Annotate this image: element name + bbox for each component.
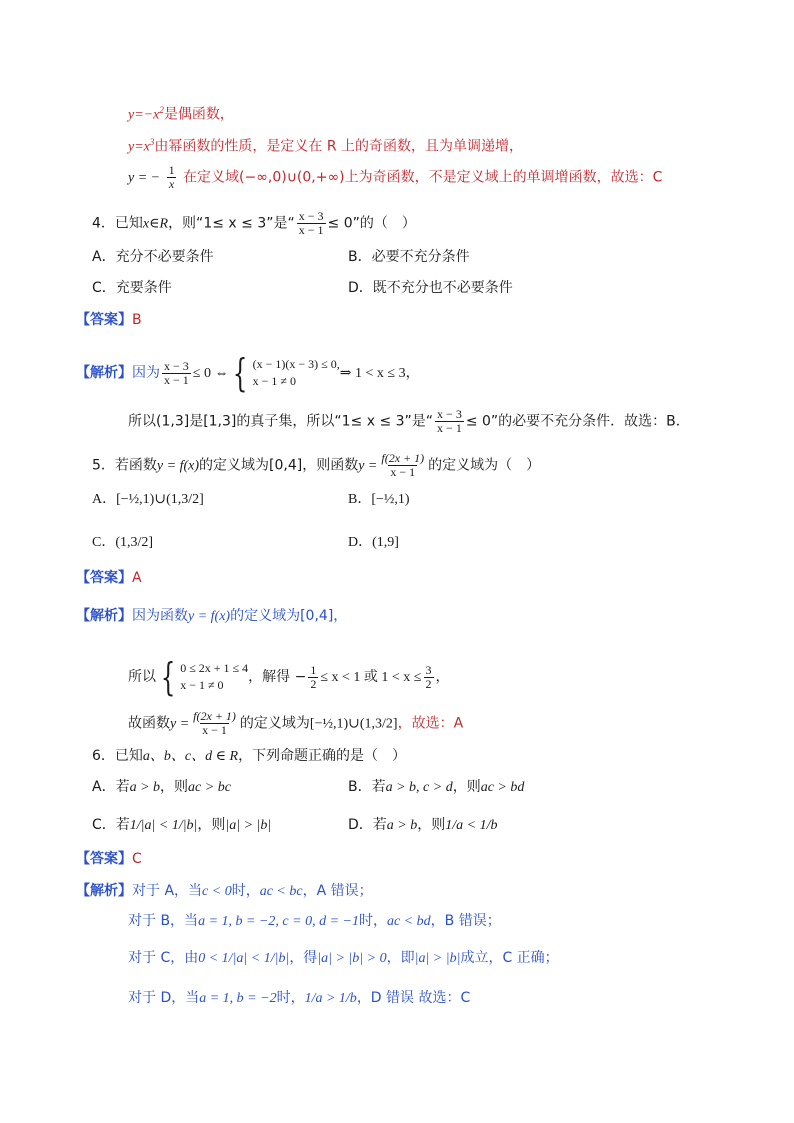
numerator: x − 3 xyxy=(164,358,189,373)
math-cond: x∈R xyxy=(142,216,169,232)
option-label: C．若 xyxy=(92,817,130,833)
option-value: (1,9] xyxy=(372,535,399,550)
text: 所以 xyxy=(128,669,156,685)
stem-prefix: 4．已知 xyxy=(92,215,143,232)
system-row-2: x − 1 ≠ 0 xyxy=(252,374,297,388)
math: ac < bd xyxy=(386,914,431,929)
q5-solution-1 xyxy=(76,606,347,627)
numerator: 1 xyxy=(310,662,317,677)
math: y = xyxy=(358,458,378,474)
solution-label: 【解析】 xyxy=(76,883,132,899)
fraction xyxy=(308,664,318,691)
option-label: A． xyxy=(92,492,117,507)
math: 0 < 1/|a| < 1/|b| xyxy=(198,951,290,966)
exponent: 2 xyxy=(159,105,164,115)
stem-prefix: 6．已知 xyxy=(92,748,143,764)
text: 对于 D，当 xyxy=(128,990,200,1006)
q4-answer xyxy=(76,310,142,330)
numerator: x − 3 xyxy=(298,209,324,223)
text: 是偶函数， xyxy=(163,106,234,123)
fraction xyxy=(379,452,426,479)
q6-solution-4 xyxy=(128,988,470,1009)
q5-solution-3 xyxy=(128,710,463,737)
text: 对于 A，当 xyxy=(132,883,203,899)
math-expr: y=x xyxy=(128,139,150,155)
math: 1/a < 1/b xyxy=(445,818,498,833)
text: ，B 错误； xyxy=(430,913,501,929)
system-row-1: 0 ≤ 2x + 1 ≤ 4 xyxy=(180,661,249,675)
math-expr: y=−x xyxy=(128,107,160,123)
answer-label: 【答案】 xyxy=(76,851,132,867)
text: ，则 xyxy=(160,779,189,795)
q5-option-b[interactable] xyxy=(348,490,410,510)
q4-option-b[interactable]: B．必要不充分条件 xyxy=(348,249,470,265)
q5-option-d[interactable] xyxy=(348,533,399,553)
answer-value: C xyxy=(132,851,142,867)
solution-line-reciprocal xyxy=(128,164,662,191)
numerator: 1 xyxy=(168,163,175,177)
left-brace: { xyxy=(160,655,176,699)
stem-prefix: 5．若函数 xyxy=(92,457,157,474)
text: 对于 C，由 xyxy=(128,950,199,966)
fraction xyxy=(435,408,464,435)
math: ≤ x < 1 或 1 < x ≤ xyxy=(320,670,422,685)
math: a > b xyxy=(129,780,161,795)
q4-option-c[interactable]: C．充要条件 xyxy=(92,280,172,296)
math: a > b xyxy=(386,818,418,833)
q5-option-c[interactable] xyxy=(92,533,153,553)
solution-label: 【解析】 xyxy=(76,608,132,624)
answer-label: 【答案】 xyxy=(76,312,132,328)
option-label: A．若 xyxy=(92,779,130,795)
q6-option-c[interactable] xyxy=(92,815,271,836)
stem-mid: 的定义域为[0,4]，则函数 xyxy=(199,457,359,474)
solution-line-odd xyxy=(128,132,523,158)
text: ，D 错误 故选：C xyxy=(356,990,471,1006)
denominator: x − 1 xyxy=(390,465,416,479)
text: ≤ 0”的必要不充分条件．故选：B． xyxy=(465,413,690,430)
numerator: f(2x + 1) xyxy=(381,451,425,465)
numerator: x − 3 xyxy=(437,407,462,421)
text: ，解得 − xyxy=(248,669,307,685)
text: 成立，C 正确； xyxy=(460,950,559,966)
option-value: [−½,1)∪(1,3/2] xyxy=(116,492,204,507)
q5-answer xyxy=(76,568,142,588)
text: ，则 xyxy=(417,817,446,833)
q5-option-a[interactable] xyxy=(92,490,204,510)
text: 由幂函数的性质，是定义在 R 上的奇函数，且为单调递增， xyxy=(154,138,524,155)
text: ，得 xyxy=(289,950,318,966)
answer-value: B xyxy=(132,312,142,328)
option-label: D． xyxy=(348,535,373,550)
math: y = f(x) xyxy=(156,458,200,474)
numerator: f(2x + 1) xyxy=(193,709,236,723)
denominator: 2 xyxy=(425,676,432,691)
stem-post: 的定义域为（ ） xyxy=(428,457,541,474)
q6-solution-2 xyxy=(128,911,501,932)
math-set: [−½,1)∪(1,3/2] xyxy=(309,716,398,732)
text: 的定义域为 xyxy=(239,715,310,732)
text: 时， xyxy=(358,913,387,929)
q4-solution-1 xyxy=(76,351,420,395)
text: ，A 错误； xyxy=(302,883,373,899)
q6-option-b[interactable] xyxy=(348,777,524,798)
text: 时， xyxy=(276,990,305,1006)
numerator: 3 xyxy=(425,662,432,677)
math: 1/|a| < 1/|b| xyxy=(129,818,198,833)
text: ，则 xyxy=(452,779,481,795)
question-4-stem xyxy=(92,210,416,237)
stem-post: ，下列命题正确的是（ ） xyxy=(238,748,407,764)
denominator: x − 1 xyxy=(164,372,189,387)
fraction xyxy=(162,360,191,387)
solution-label: 【解析】 xyxy=(76,365,132,381)
math: |a| > |b| xyxy=(225,818,272,833)
denominator: x − 1 xyxy=(202,723,227,737)
q4-option-d[interactable]: D．既不充分也不必要条件 xyxy=(348,280,513,296)
math: y = xyxy=(170,716,190,732)
math: a、b、c、d ∈ R xyxy=(142,749,239,764)
math: a > b, c > d xyxy=(385,780,453,795)
option-value: [−½,1) xyxy=(371,492,410,507)
q6-solution-3 xyxy=(128,948,559,969)
text: ，即 xyxy=(386,950,415,966)
fraction xyxy=(297,210,326,237)
math: |a| > |b| > 0 xyxy=(317,951,387,966)
text: ，故选：A xyxy=(397,715,464,732)
math: 1/a > 1/b xyxy=(304,991,357,1006)
option-label: B． xyxy=(348,492,372,507)
math: ac > bd xyxy=(480,780,525,795)
math: c < 0 xyxy=(202,884,232,899)
system-row-2: x − 1 ≠ 0 xyxy=(180,678,224,692)
math: ac < bc xyxy=(259,884,303,899)
text: 所以(1,3]是[1,3]的真子集，所以“1≤ x ≤ 3”是“ xyxy=(128,413,434,430)
q4-option-a[interactable]: A．充分不必要条件 xyxy=(92,249,214,265)
option-label: B．若 xyxy=(348,779,386,795)
question-5-stem xyxy=(92,452,540,479)
answer-value: A xyxy=(132,570,142,586)
answer-label: 【答案】 xyxy=(76,570,132,586)
solution-line-even xyxy=(128,100,234,126)
fraction xyxy=(191,710,238,737)
math: |a| > |b| xyxy=(414,951,461,966)
question-6-stem xyxy=(92,746,406,767)
text: 因为函数 xyxy=(132,608,188,624)
text: 的定义域为[0,4]， xyxy=(230,608,348,624)
stem-mid: ，则“1≤ x ≤ 3”是“ xyxy=(168,215,295,232)
system-brace xyxy=(228,351,340,395)
stem-post: ≤ 0”的（ ） xyxy=(327,215,416,232)
text: 故函数 xyxy=(128,715,170,732)
fraction xyxy=(167,164,177,191)
system-brace xyxy=(156,655,249,699)
q6-option-d[interactable] xyxy=(348,815,497,836)
math: a = 1, b = −2 xyxy=(199,991,277,1006)
option-label: C． xyxy=(92,535,116,550)
math: y = f(x) xyxy=(188,609,231,624)
q5-solution-2 xyxy=(128,655,450,699)
denominator: x − 1 xyxy=(298,223,324,237)
math: ≤ 0 ⇔ xyxy=(192,366,229,381)
math: ⇒ 1 < x ≤ 3， xyxy=(339,366,420,381)
denominator: x − 1 xyxy=(437,421,462,435)
denominator: x xyxy=(168,177,175,191)
denominator: 2 xyxy=(310,676,317,691)
fraction xyxy=(424,664,434,691)
exponent: 3 xyxy=(149,137,155,147)
math-expr: y = − xyxy=(128,170,161,186)
q6-answer xyxy=(76,849,142,869)
q6-option-a[interactable] xyxy=(92,777,231,798)
left-brace: { xyxy=(233,351,248,395)
text: 因为 xyxy=(132,365,160,381)
text: 在定义域(−∞,0)∪(0,+∞)上为奇函数，不是定义域上的单调增函数，故选：C xyxy=(183,169,663,186)
option-value: (1,3/2] xyxy=(115,535,154,550)
q6-solution-1 xyxy=(76,881,373,902)
option-label: D．若 xyxy=(348,817,387,833)
math: ac > bc xyxy=(188,780,231,795)
math: a = 1, b = −2, c = 0, d = −1 xyxy=(198,914,359,929)
system-row-1: (x − 1)(x − 3) ≤ 0, xyxy=(252,357,340,371)
text: ，则 xyxy=(197,817,226,833)
text: 时， xyxy=(231,883,260,899)
text: ， xyxy=(435,669,450,685)
text: 对于 B，当 xyxy=(128,913,199,929)
q4-solution-2 xyxy=(128,408,690,435)
